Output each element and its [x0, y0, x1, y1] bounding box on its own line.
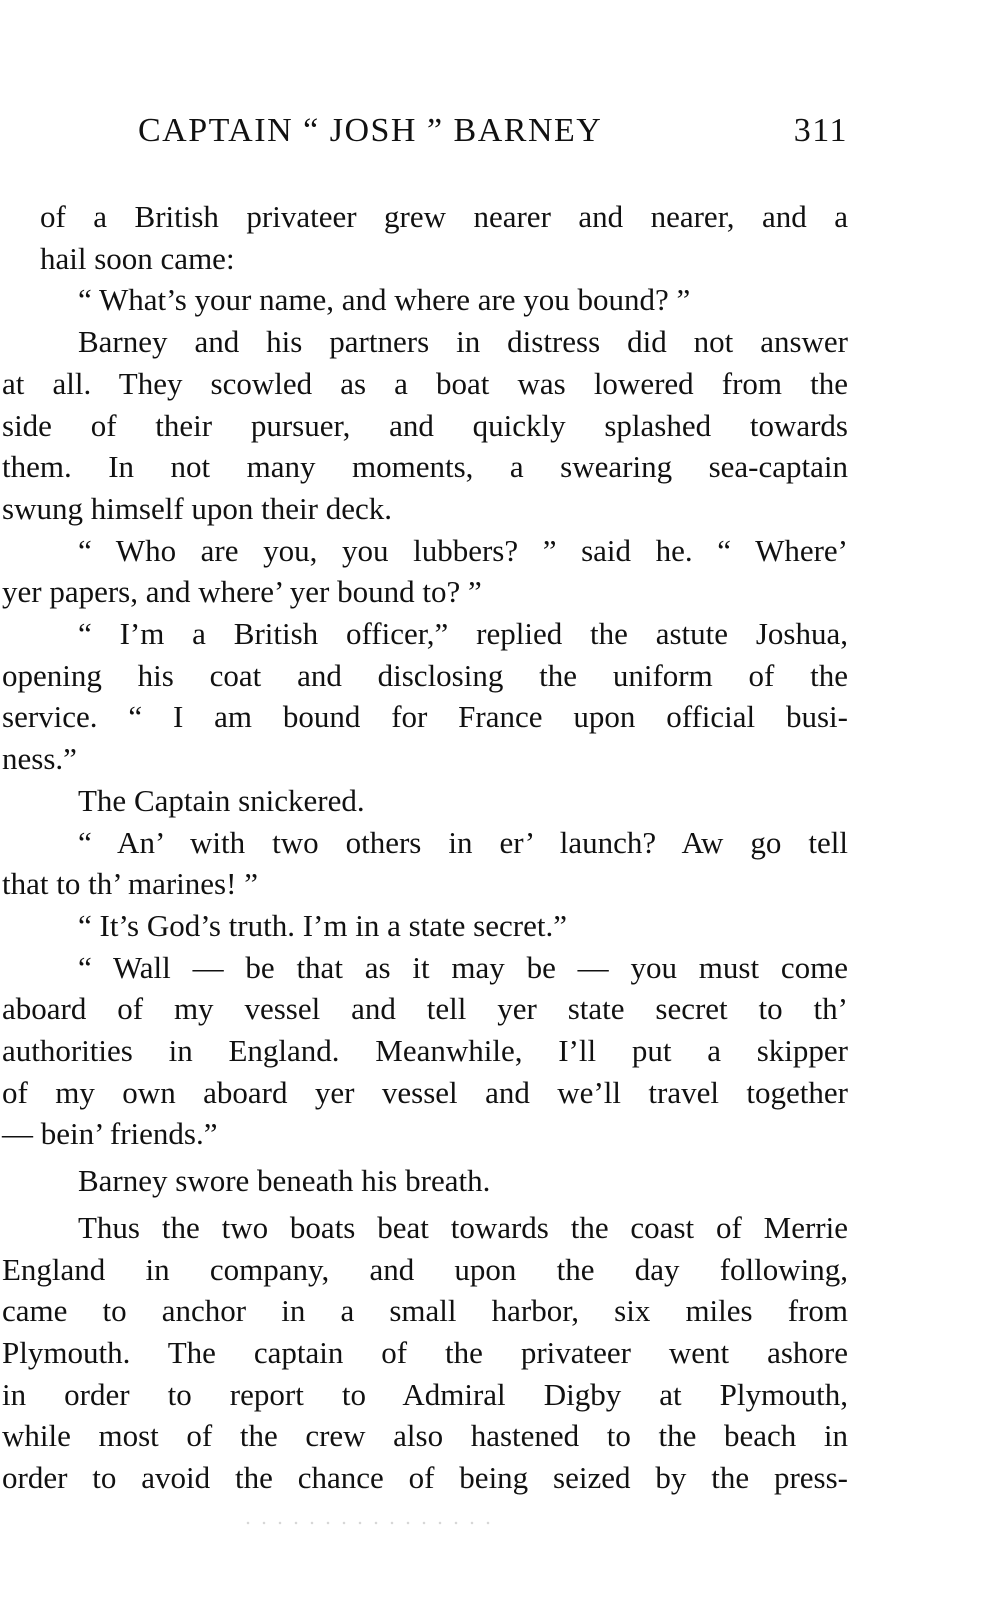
paragraph [40, 780, 848, 822]
paragraph [2, 530, 848, 613]
text-line: in order to report to Admiral Digby at Plymouth, [2, 1376, 848, 1412]
paragraph [2, 321, 848, 530]
paragraph [2, 947, 848, 1156]
text-line: “ What’s your name, and where are you bound? ” [78, 282, 691, 318]
text-line: Thus the two boats beat towards the coast of Merrie [78, 1209, 848, 1245]
text-line: at all. They scowled as a boat was lowered from the [2, 365, 848, 401]
paragraph [40, 279, 848, 321]
text-line: The Captain snickered. [78, 782, 365, 818]
text-line: England in company, and upon the day following, [2, 1251, 848, 1287]
paragraph [40, 196, 848, 279]
text-line: of a British privateer grew nearer and nearer, and a [40, 199, 848, 234]
paragraph [40, 1160, 848, 1202]
paragraph [2, 822, 848, 905]
text-line: service. “ I am bound for France upon official busi- [2, 699, 848, 735]
text-line: yer papers, and where’ yer bound to? ” [2, 574, 482, 610]
text-line: “ Wall — be that as it may be — you must come [78, 949, 848, 985]
text-line: came to anchor in a small harbor, six miles from [2, 1293, 848, 1329]
text-line: aboard of my vessel and tell yer state secret to th’ [2, 991, 848, 1027]
text-line: side of their pursuer, and quickly splashed towards [2, 407, 848, 443]
paragraph [2, 613, 848, 780]
text-line: while most of the crew also hastened to the beach in [2, 1418, 848, 1454]
paragraph [40, 905, 848, 947]
text-line: ness.” [2, 741, 77, 777]
body-text [2, 196, 848, 1499]
text-line: of my own aboard yer vessel and we’ll travel together [2, 1074, 848, 1110]
paragraph [2, 1207, 848, 1499]
text-line: Plymouth. The captain of the privateer went ashore [2, 1334, 848, 1370]
text-line: “ It’s God’s truth. I’m in a state secret.” [78, 907, 567, 943]
running-head [138, 112, 848, 162]
text-line: Barney and his partners in distress did not answer [78, 324, 848, 360]
text-line: hail soon came: [40, 240, 235, 276]
text-line: — bein’ friends.” [2, 1116, 218, 1152]
running-title: CAPTAIN “ JOSH ” BARNEY [138, 112, 603, 149]
text-line: Barney swore beneath his breath. [78, 1163, 491, 1199]
text-line: that to th’ marines! ” [2, 866, 258, 902]
text-line: opening his coat and disclosing the uniform of the [2, 657, 848, 693]
text-line: “ I’m a British officer,” replied the astute Joshua, [78, 616, 848, 652]
text-line: “ Who are you, you lubbers? ” said he. “ Where’ [78, 532, 848, 568]
text-line: them. In not many moments, a swearing sea-captain [2, 449, 848, 485]
text-line: swung himself upon their deck. [2, 490, 393, 526]
text-line: “ An’ with two others in er’ launch? Aw go tell [78, 824, 848, 860]
text-line: authorities in England. Meanwhile, I’ll put a skipper [2, 1033, 848, 1069]
text-line: order to avoid the chance of being seized by the press- [2, 1460, 848, 1496]
page-number: 311 [793, 112, 848, 149]
print-smudge [240, 1520, 490, 1526]
